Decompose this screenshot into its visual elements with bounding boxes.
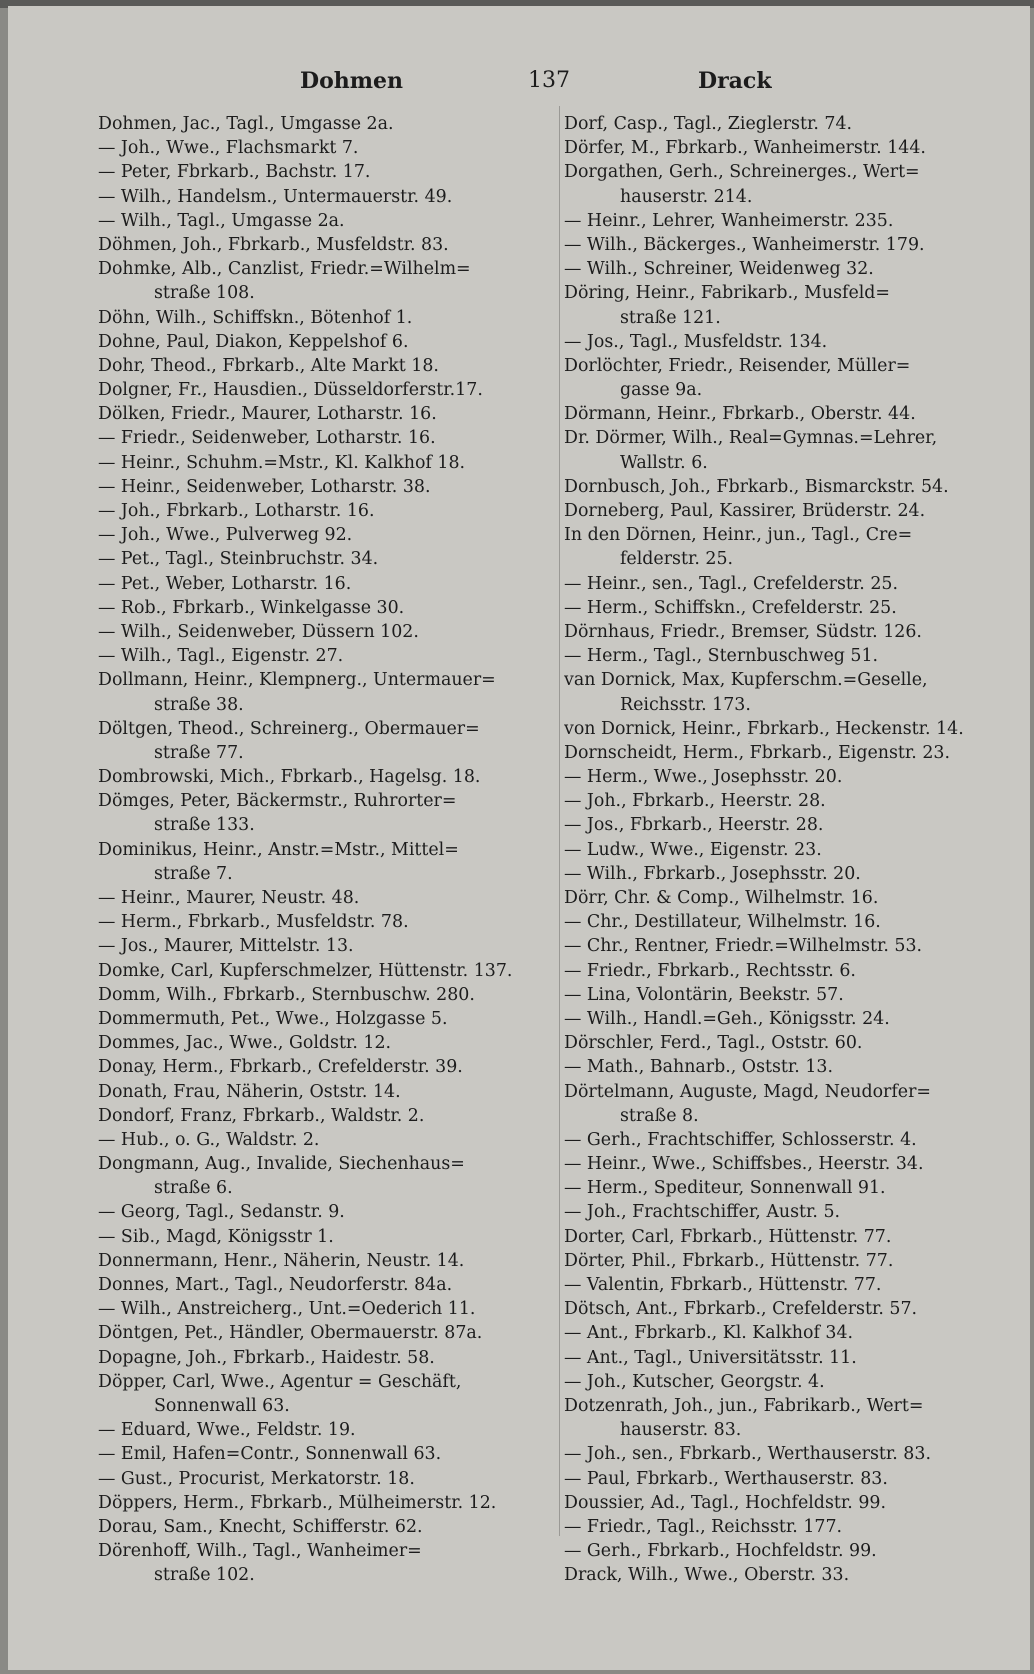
directory-entry-line: — Lina, Volontärin, Beekstr. 57. <box>564 984 844 1005</box>
directory-entry-line: — Ludw., Wwe., Eigenstr. 23. <box>564 839 822 860</box>
directory-entry-line: — Wilh., Anstreicherg., Unt.=Oederich 11. <box>98 1299 476 1320</box>
directory-entry-line: Donay, Herm., Fbrkarb., Crefelderstr. 39. <box>98 1057 463 1078</box>
directory-entry-line: Dörter, Phil., Fbrkarb., Hüttenstr. 77. <box>564 1250 894 1271</box>
directory-entry-line: — Georg, Tagl., Sedanstr. 9. <box>98 1202 345 1223</box>
right-column <box>564 112 1034 1587</box>
directory-entry-line: — Heinr., sen., Tagl., Crefelderstr. 25. <box>564 573 898 594</box>
directory-entry-line: — Wilh., Tagl., Eigenstr. 27. <box>98 646 344 667</box>
directory-entry-line: Dorter, Carl, Fbrkarb., Hüttenstr. 77. <box>564 1226 892 1247</box>
directory-entry-line: straße 38. <box>154 694 244 715</box>
directory-entry-line: straße 133. <box>154 815 255 836</box>
directory-entry-line: Dornbusch, Joh., Fbrkarb., Bismarckstr. 54. <box>564 476 949 497</box>
directory-entry-line: Dohne, Paul, Diakon, Keppelshof 6. <box>98 331 409 352</box>
directory-entry-line: straße 102. <box>154 1565 255 1586</box>
directory-entry-line: — Valentin, Fbrkarb., Hüttenstr. 77. <box>564 1275 882 1295</box>
header-first-name: Dohmen <box>300 68 404 94</box>
directory-entry-line: — Paul, Fbrkarb., Werthauserstr. 83. <box>564 1468 888 1489</box>
directory-entry-line: Dongmann, Aug., Invalide, Siechenhaus= <box>98 1154 465 1175</box>
directory-entry-line: Döring, Heinr., Fabrikarb., Musfeld= <box>564 283 891 304</box>
directory-entry-line: — Friedr., Tagl., Reichsstr. 177. <box>564 1516 843 1537</box>
directory-entry-line: — Wilh., Handl.=Geh., Königsstr. 24. <box>564 1008 890 1029</box>
directory-entry-line: Dolgner, Fr., Hausdien., Düsseldorferstr.17. <box>98 380 483 401</box>
directory-entry-line: Wallstr. 6. <box>620 452 708 473</box>
directory-entry-line: Dornscheidt, Herm., Fbrkarb., Eigenstr. 23. <box>564 742 951 763</box>
directory-entry-line: Dohmke, Alb., Canzlist, Friedr.=Wilhelm= <box>98 259 471 280</box>
directory-entry-line: — Heinr., Wwe., Schiffsbes., Heerstr. 34. <box>564 1154 924 1175</box>
directory-entry-line: — Wilh., Bäckerges., Wanheimerstr. 179. <box>564 234 925 255</box>
directory-entry-line: Donnes, Mart., Tagl., Neudorferstr. 84a. <box>98 1275 453 1295</box>
directory-entry-line: Dohmen, Jac., Tagl., Umgasse 2a. <box>98 114 394 134</box>
directory-entry-line: straße 7. <box>154 863 233 884</box>
directory-entry-line: Döhmen, Joh., Fbrkarb., Musfeldstr. 83. <box>98 234 449 255</box>
left-column <box>98 112 568 1587</box>
directory-entry-line: straße 108. <box>154 283 255 304</box>
directory-entry-line: — Jos., Fbrkarb., Heerstr. 28. <box>564 815 824 836</box>
directory-entry-line: Dörfer, M., Fbrkarb., Wanheimerstr. 144. <box>564 138 926 159</box>
directory-entry-line: — Eduard, Wwe., Feldstr. 19. <box>98 1420 356 1441</box>
directory-entry-line: — Sib., Magd, Königsstr 1. <box>98 1226 334 1247</box>
page-number: 137 <box>528 68 570 93</box>
directory-entry-line: Dörenhoff, Wilh., Tagl., Wanheimer= <box>98 1541 422 1562</box>
directory-entry-line: Döppers, Herm., Fbrkarb., Mülheimerstr. 12. <box>98 1492 497 1513</box>
directory-entry-line: Dörmann, Heinr., Fbrkarb., Oberstr. 44. <box>564 404 916 425</box>
directory-entry-line: Dörr, Chr. & Comp., Wilhelmstr. 16. <box>564 888 879 908</box>
directory-page <box>8 6 1030 1670</box>
directory-entry-line: — Wilh., Seidenweber, Düssern 102. <box>98 621 419 642</box>
directory-entry-line: Dorgathen, Gerh., Schreinerges., Wert= <box>564 162 920 183</box>
directory-entry-line: — Jos., Tagl., Musfeldstr. 134. <box>564 331 828 352</box>
directory-entry-line: Döhn, Wilh., Schiffskn., Bötenhof 1. <box>98 307 413 328</box>
directory-entry-line: In den Dörnen, Heinr., jun., Tagl., Cre= <box>564 525 913 546</box>
directory-entry-line: — Joh., Wwe., Pulverweg 92. <box>98 525 353 546</box>
directory-entry-line: straße 6. <box>154 1178 233 1199</box>
directory-entry-line: Dorlöchter, Friedr., Reisender, Müller= <box>564 355 911 376</box>
directory-entry-line: Dorau, Sam., Knecht, Schifferstr. 62. <box>98 1516 423 1537</box>
directory-entry-line: Döltgen, Theod., Schreinerg., Obermauer= <box>98 718 480 739</box>
directory-entry-line: — Herm., Wwe., Josephsstr. 20. <box>564 767 843 788</box>
directory-entry-line: Dörtelmann, Auguste, Magd, Neudorfer= <box>564 1081 931 1102</box>
directory-entry-line: — Rob., Fbrkarb., Winkelgasse 30. <box>98 597 405 618</box>
directory-entry-line: Sonnenwall 63. <box>154 1395 290 1416</box>
directory-entry-line: felderstr. 25. <box>620 549 734 570</box>
directory-entry-line: Domke, Carl, Kupferschmelzer, Hüttenstr. 137. <box>98 960 513 981</box>
directory-entry-line: — Gerh., Fbrkarb., Hochfeldstr. 99. <box>564 1541 877 1562</box>
directory-entry-line: — Joh., Fbrkarb., Lotharstr. 16. <box>98 501 375 521</box>
directory-entry-line: — Friedr., Seidenweber, Lotharstr. 16. <box>98 428 436 449</box>
directory-entry-line: — Wilh., Schreiner, Weidenweg 32. <box>564 259 874 280</box>
header-last-name: Drack <box>698 68 772 94</box>
directory-entry-line: Dömges, Peter, Bäckermstr., Ruhrorter= <box>98 791 457 812</box>
directory-entry-line: — Gust., Procurist, Merkatorstr. 18. <box>98 1468 415 1489</box>
directory-entry-line: — Herm., Tagl., Sternbuschweg 51. <box>564 646 879 667</box>
directory-entry-line: straße 8. <box>620 1105 699 1126</box>
directory-entry-line: — Joh., Frachtschiffer, Austr. 5. <box>564 1202 841 1223</box>
directory-entry-line: — Herm., Schiffskn., Crefelderstr. 25. <box>564 597 897 618</box>
directory-entry-line: — Heinr., Schuhm.=Mstr., Kl. Kalkhof 18. <box>98 452 466 473</box>
directory-entry-line: — Joh., Fbrkarb., Heerstr. 28. <box>564 791 826 812</box>
directory-entry-line: Dopagne, Joh., Fbrkarb., Haidestr. 58. <box>98 1347 435 1368</box>
directory-entry-line: — Chr., Destillateur, Wilhelmstr. 16. <box>564 912 881 933</box>
directory-entry-line: — Chr., Rentner, Friedr.=Wilhelmstr. 53. <box>564 936 923 957</box>
directory-entry-line: — Jos., Maurer, Mittelstr. 13. <box>98 936 354 957</box>
directory-entry-line: — Wilh., Tagl., Umgasse 2a. <box>98 210 345 231</box>
page-header <box>8 68 1030 102</box>
directory-entry-line: Dominikus, Heinr., Anstr.=Mstr., Mittel= <box>98 839 459 860</box>
directory-entry-line: straße 77. <box>154 742 244 763</box>
directory-entry-line: Dohr, Theod., Fbrkarb., Alte Markt 18. <box>98 355 439 376</box>
directory-entry-line: Dotzenrath, Joh., jun., Fabrikarb., Wert= <box>564 1395 924 1416</box>
directory-entry-line: straße 121. <box>620 307 721 328</box>
directory-entry-line: Dorneberg, Paul, Kassirer, Brüderstr. 24. <box>564 501 926 521</box>
directory-entry-line: Dr. Dörmer, Wilh., Real=Gymnas.=Lehrer, <box>564 428 938 449</box>
directory-entry-line: Dommes, Jac., Wwe., Goldstr. 12. <box>98 1033 392 1054</box>
directory-entry-line: — Pet., Tagl., Steinbruchstr. 34. <box>98 549 379 570</box>
directory-entry-line: Dorf, Casp., Tagl., Zieglerstr. 74. <box>564 114 853 134</box>
directory-entry-line: Dombrowski, Mich., Fbrkarb., Hagelsg. 18. <box>98 767 481 788</box>
directory-entry-line: — Gerh., Frachtschiffer, Schlosserstr. 4. <box>564 1129 917 1150</box>
directory-entry-line: — Herm., Fbrkarb., Musfeldstr. 78. <box>98 912 409 933</box>
directory-entry-line: — Heinr., Lehrer, Wanheimerstr. 235. <box>564 210 894 231</box>
directory-entry-line: — Herm., Spediteur, Sonnenwall 91. <box>564 1178 886 1199</box>
directory-entry-line: — Wilh., Handelsm., Untermauerstr. 49. <box>98 186 453 207</box>
directory-entry-line: — Joh., sen., Fbrkarb., Werthauserstr. 83. <box>564 1444 931 1465</box>
directory-entry-line: — Pet., Weber, Lotharstr. 16. <box>98 573 352 594</box>
directory-entry-line: Dommermuth, Pet., Wwe., Holzgasse 5. <box>98 1008 448 1029</box>
directory-entry-line: Donnermann, Henr., Näherin, Neustr. 14. <box>98 1250 465 1271</box>
directory-entry-line: gasse 9a. <box>620 380 703 401</box>
directory-entry-line: Dölken, Friedr., Maurer, Lotharstr. 16. <box>98 404 437 425</box>
directory-entry-line: Dötsch, Ant., Fbrkarb., Crefelderstr. 57. <box>564 1299 918 1320</box>
directory-entry-line: Dondorf, Franz, Fbrkarb., Waldstr. 2. <box>98 1105 425 1126</box>
directory-entry-line: Reichsstr. 173. <box>620 694 751 715</box>
directory-entry-line: — Hub., o. G., Waldstr. 2. <box>98 1129 320 1150</box>
directory-entry-line: — Joh., Wwe., Flachsmarkt 7. <box>98 138 359 159</box>
directory-entry-line: — Wilh., Fbrkarb., Josephsstr. 20. <box>564 863 861 884</box>
directory-entry-line: hauserstr. 83. <box>620 1420 742 1441</box>
directory-entry-line: Donath, Frau, Näherin, Oststr. 14. <box>98 1081 401 1102</box>
directory-entry-line: — Heinr., Maurer, Neustr. 48. <box>98 888 360 908</box>
directory-entry-line: Dörschler, Ferd., Tagl., Oststr. 60. <box>564 1033 863 1054</box>
directory-entry-line: — Friedr., Fbrkarb., Rechtsstr. 6. <box>564 960 856 981</box>
directory-entry-line: — Math., Bahnarb., Oststr. 13. <box>564 1057 834 1078</box>
directory-entry-line: Dörnhaus, Friedr., Bremser, Südstr. 126. <box>564 621 922 642</box>
directory-entry-line: van Dornick, Max, Kupferschm.=Geselle, <box>564 670 928 691</box>
directory-entry-line: Dollmann, Heinr., Klempnerg., Untermauer= <box>98 670 496 691</box>
directory-entry-line: — Peter, Fbrkarb., Bachstr. 17. <box>98 162 371 183</box>
directory-entry-line: — Ant., Fbrkarb., Kl. Kalkhof 34. <box>564 1323 854 1344</box>
directory-entry-line: hauserstr. 214. <box>620 186 753 207</box>
directory-entry-line: — Joh., Kutscher, Georgstr. 4. <box>564 1371 825 1392</box>
directory-entry-line: — Heinr., Seidenweber, Lotharstr. 38. <box>98 476 431 497</box>
directory-entry-line: — Ant., Tagl., Universitätsstr. 11. <box>564 1347 857 1368</box>
directory-entry-line: — Emil, Hafen=Contr., Sonnenwall 63. <box>98 1444 442 1465</box>
directory-entry-line: Domm, Wilh., Fbrkarb., Sternbuschw. 280. <box>98 984 475 1005</box>
directory-entry-line: Döpper, Carl, Wwe., Agentur = Geschäft, <box>98 1371 462 1392</box>
directory-entry-line: Döntgen, Pet., Händler, Obermauerstr. 87a. <box>98 1323 483 1344</box>
directory-entry-line: Drack, Wilh., Wwe., Oberstr. 33. <box>564 1565 850 1586</box>
directory-entry-line: Doussier, Ad., Tagl., Hochfeldstr. 99. <box>564 1492 886 1513</box>
directory-entry-line: von Dornick, Heinr., Fbrkarb., Heckenstr. 14. <box>564 718 964 739</box>
